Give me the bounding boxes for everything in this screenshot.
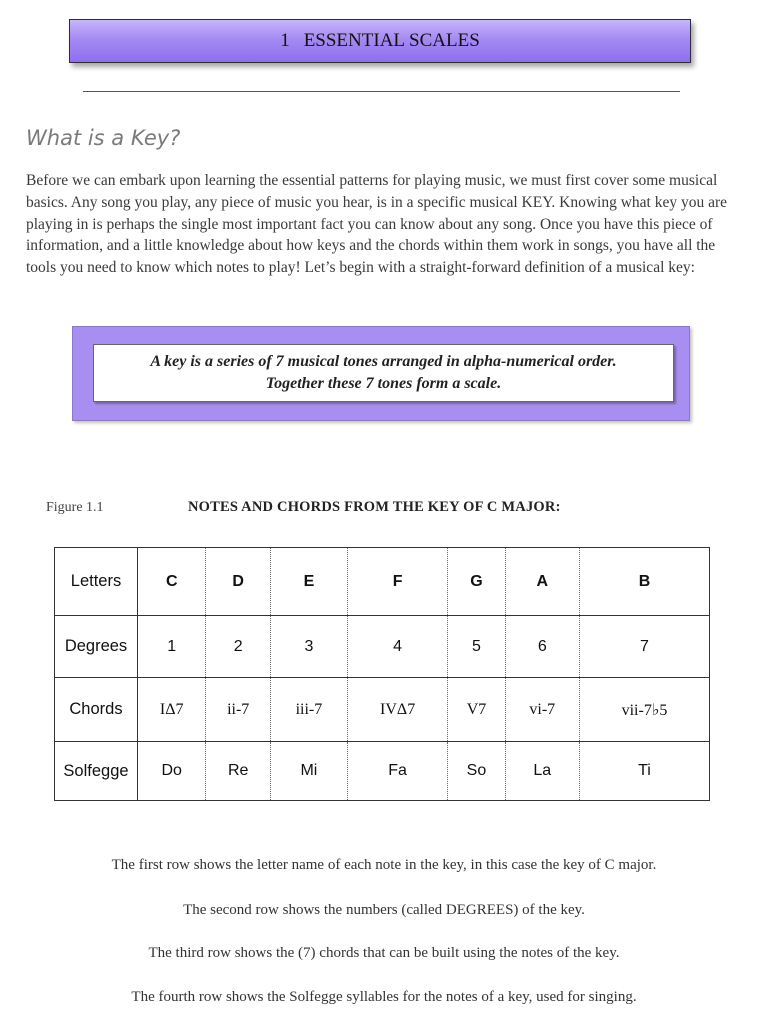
chapter-banner bbox=[69, 19, 691, 63]
row-header: Letters bbox=[55, 548, 138, 616]
table-cell: Mi bbox=[270, 742, 347, 801]
table-row-chords bbox=[55, 678, 710, 742]
section-heading: What is a Key? bbox=[26, 126, 181, 150]
table-cell bbox=[138, 678, 206, 742]
table-cell: Fa bbox=[347, 742, 448, 801]
table-cell bbox=[579, 678, 709, 742]
table-cell: D bbox=[206, 548, 271, 616]
table-cell bbox=[448, 678, 505, 742]
table-cell bbox=[347, 678, 448, 742]
table-cell: B bbox=[579, 548, 709, 616]
table-cell bbox=[505, 678, 579, 742]
definition-box bbox=[72, 326, 690, 421]
table-cell: La bbox=[505, 742, 579, 801]
table-cell: E bbox=[270, 548, 347, 616]
table-cell: 3 bbox=[270, 616, 347, 678]
explanation-row-1: The first row shows the letter name of each note in the key, in this case the key of C major. bbox=[111, 857, 657, 873]
figure-title: NOTES AND CHORDS FROM THE KEY OF C MAJOR: bbox=[188, 499, 561, 515]
intro-paragraph: Before we can embark upon learning the essential patterns for playing music, we must first cover some musical basics. Any song you play, any piece of music you hear, is in a specific musical KEY. Knowing what key you are playing in is perhaps the single most important fact you can know about any song. Once you have this piece of information, and a little knowledge about how keys and the chords within them work in songs, you have all the tools you need to know which notes to play! Let’s begin with a straight-forward definition of a musical key: bbox=[26, 172, 728, 277]
table-cell: 4 bbox=[347, 616, 448, 678]
row-header: Chords bbox=[55, 678, 138, 742]
table-cell: So bbox=[448, 742, 505, 801]
chapter-number: 1 bbox=[280, 30, 290, 51]
table-cell bbox=[206, 678, 271, 742]
chord-symbol: vi-7 bbox=[529, 700, 556, 718]
table-cell: A bbox=[505, 548, 579, 616]
key-table bbox=[54, 547, 710, 801]
table-cell: C bbox=[138, 548, 206, 616]
row-header: Degrees bbox=[55, 616, 138, 678]
table-row-letters bbox=[55, 548, 710, 616]
table-cell: Do bbox=[138, 742, 206, 801]
chord-symbol: iii-7 bbox=[295, 700, 323, 718]
definition-line-2: Together these 7 tones form a scale. bbox=[265, 375, 502, 392]
table-cell: 6 bbox=[505, 616, 579, 678]
table-cell: Ti bbox=[579, 742, 709, 801]
divider bbox=[83, 91, 680, 92]
table-cell bbox=[270, 678, 347, 742]
chord-symbol: IΔ7 bbox=[159, 700, 184, 718]
chord-symbol: V7 bbox=[466, 700, 487, 718]
table-cell: 1 bbox=[138, 616, 206, 678]
table-cell: G bbox=[448, 548, 505, 616]
figure-label: Figure 1.1 bbox=[46, 500, 104, 515]
table-cell: 2 bbox=[206, 616, 271, 678]
explanation-row-2: The second row shows the numbers (called DEGREES) of the key. bbox=[183, 902, 585, 918]
table-cell: 7 bbox=[579, 616, 709, 678]
table-cell: 5 bbox=[448, 616, 505, 678]
definition-card bbox=[93, 344, 674, 402]
definition-line-1: A key is a series of 7 musical tones arranged in alpha-numerical order. bbox=[150, 353, 617, 370]
chord-symbol: ii-7 bbox=[227, 700, 250, 718]
chapter-title: ESSENTIAL SCALES bbox=[303, 30, 480, 51]
table-cell: Re bbox=[206, 742, 271, 801]
chord-symbol: IVΔ7 bbox=[380, 700, 416, 718]
table-row-solfegge bbox=[55, 742, 710, 801]
table-cell: F bbox=[347, 548, 448, 616]
row-header: Solfegge bbox=[55, 742, 138, 801]
table-row-degrees bbox=[55, 616, 710, 678]
chord-symbol: vii-7♭5 bbox=[621, 701, 668, 719]
explanation-row-4: The fourth row shows the Solfegge syllables for the notes of a key, used for singing. bbox=[131, 989, 637, 1005]
explanation-row-3: The third row shows the (7) chords that can be built using the notes of the key. bbox=[148, 945, 620, 961]
